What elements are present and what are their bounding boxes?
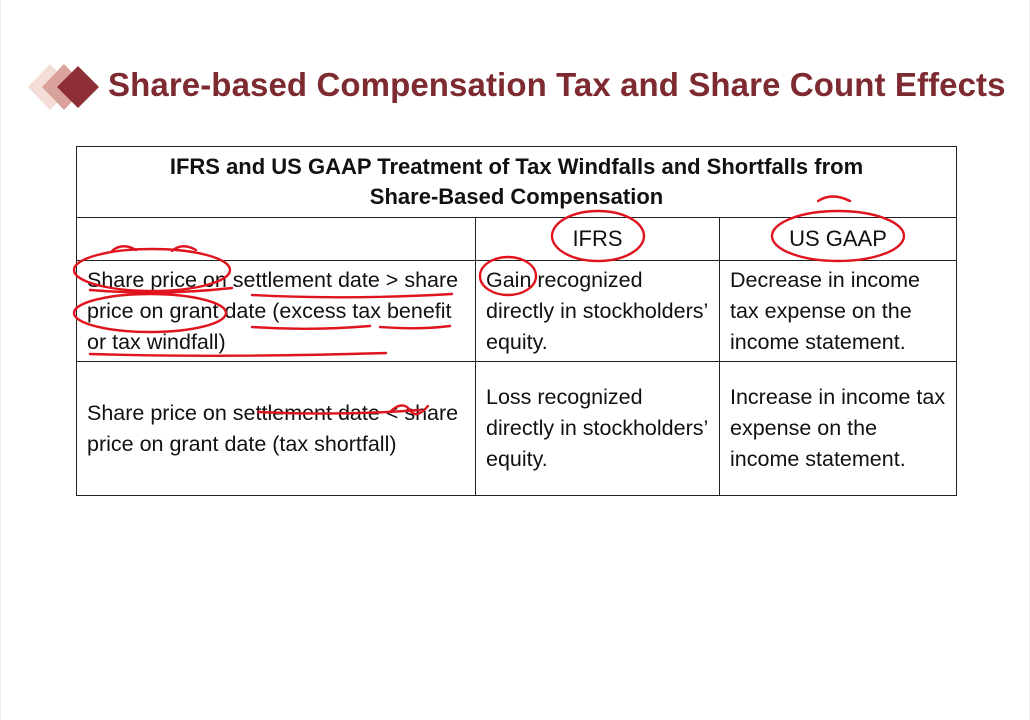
condition-cell: Share price on settlement date < share price on grant date (tax shortfall) bbox=[77, 362, 476, 496]
us-gaap-cell: Decrease in income tax expense on the income statement. bbox=[720, 261, 957, 362]
table-caption-line: Share-Based Compensation bbox=[369, 184, 664, 209]
slide-title: Share-based Compensation Tax and Share Count Effects bbox=[108, 66, 1006, 103]
diamond-logo-icon bbox=[28, 64, 106, 110]
header-us-gaap: US GAAP bbox=[720, 218, 957, 261]
table-header-row bbox=[77, 218, 957, 261]
us-gaap-cell: Increase in income tax expense on the income statement. bbox=[720, 362, 957, 496]
table-row bbox=[77, 362, 957, 496]
table-caption-line: IFRS and US GAAP Treatment of Tax Windfalls and Shortfalls from bbox=[169, 154, 864, 179]
comparison-table bbox=[76, 146, 957, 496]
header-empty bbox=[77, 218, 476, 261]
table-caption bbox=[77, 147, 957, 218]
condition-cell: Share price on settlement date > share price on grant date (excess tax benefit or tax windfall) bbox=[77, 261, 476, 362]
table-caption-row bbox=[77, 147, 957, 218]
ifrs-cell: Loss recognized directly in stockholders’ equity. bbox=[476, 362, 720, 496]
header-ifrs: IFRS bbox=[476, 218, 720, 261]
table-row bbox=[77, 261, 957, 362]
ifrs-cell: Gain recognized directly in stockholders’ equity. bbox=[476, 261, 720, 362]
